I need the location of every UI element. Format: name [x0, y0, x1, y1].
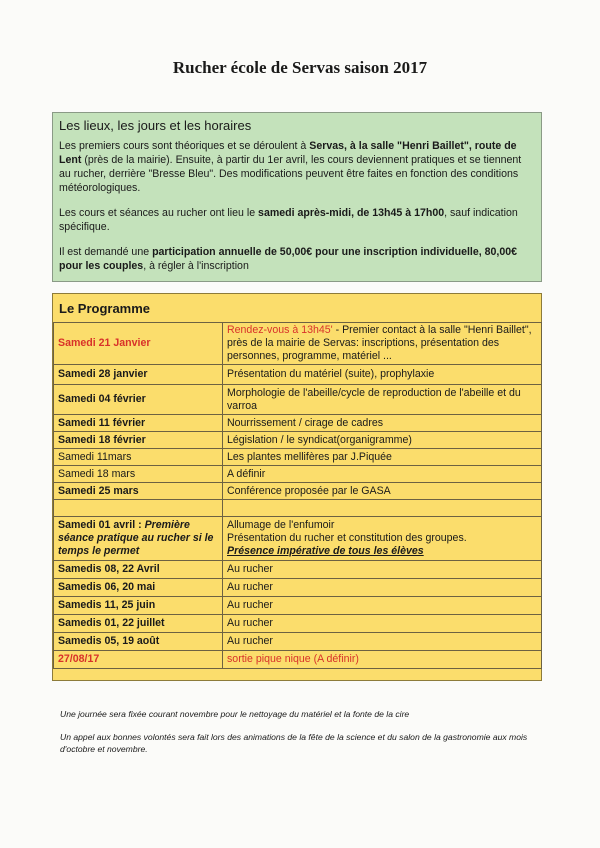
info-box — [52, 112, 542, 282]
table-row — [54, 385, 542, 415]
date-text: Samedi 01 avril : — [58, 519, 145, 531]
table-row — [54, 449, 542, 466]
text: Il est demandé une — [59, 246, 153, 258]
row-date: Samedis 01, 22 juillet — [54, 615, 223, 633]
row-description: sortie pique nique (A définir) — [223, 651, 542, 669]
row-description: Les plantes mellifères par J.Piquée — [223, 449, 542, 466]
row-date: Samedi 21 Janvier — [54, 323, 223, 365]
info-paragraph-schedule — [59, 206, 533, 234]
info-paragraph-location — [59, 139, 533, 195]
attendance-required: Présence impérative de tous les élèves — [227, 545, 424, 557]
row-description: Législation / le syndicat(organigramme) — [223, 432, 542, 449]
row-description: Nourrissement / cirage de cadres — [223, 415, 542, 432]
row-description: Au rucher — [223, 561, 542, 579]
table-row — [54, 561, 542, 579]
location-text: Servas, à la salle "Henri Baillet", route de Lent — [59, 140, 517, 166]
row-date: Samedi 28 janvier — [54, 365, 223, 385]
row-date: Samedi 18 mars — [54, 466, 223, 483]
table-row — [54, 323, 542, 365]
row-date — [54, 517, 223, 561]
row-date: Samedis 05, 19 août — [54, 633, 223, 651]
row-date: Samedis 11, 25 juin — [54, 597, 223, 615]
program-table — [53, 322, 542, 669]
row-description — [223, 323, 542, 365]
empty-cell — [223, 500, 542, 517]
program-box — [52, 293, 542, 681]
table-row — [54, 483, 542, 500]
text: , sauf indication spécifique. — [59, 207, 518, 233]
row-description: Morphologie de l'abeille/cycle de reproduction de l'abeille et du varroa — [223, 385, 542, 415]
row-date: 27/08/17 — [54, 651, 223, 669]
note-volunteers: Un appel aux bonnes volontés sera fait lors des animations de la fête de la science et du salon de la gastronomie aux mois d'octobre et novembre. — [60, 732, 528, 754]
table-row — [54, 579, 542, 597]
schedule-text: samedi après-midi, de 13h45 à 17h00 — [258, 207, 445, 219]
row-date: Samedi 11 février — [54, 415, 223, 432]
row-description: Au rucher — [223, 579, 542, 597]
empty-cell — [54, 500, 223, 517]
page-title: Rucher école de Servas saison 2017 — [172, 58, 428, 77]
row-date: Samedis 06, 20 mai — [54, 579, 223, 597]
meeting-time: Rendez-vous à 13h45' — [227, 324, 333, 336]
text: (près de la mairie). Ensuite, à partir du 1er avril, les cours deviennent pratiques et se tiennent au rucher, derrière "Bresse Bleu". Des modifications peuvent être faites en fonction des conditions météorologiques. — [59, 154, 522, 194]
table-row — [54, 517, 542, 561]
text: , à régler à l'inscription — [143, 260, 249, 272]
text: Allumage de l'enfumoir — [227, 519, 335, 531]
row-description: Conférence proposée par le GASA — [223, 483, 542, 500]
table-row — [54, 432, 542, 449]
note-cleaning: Une journée sera fixée courant novembre pour le nettoyage du matériel et la fonte de la cire — [60, 709, 410, 719]
text: Les cours et séances au rucher ont lieu le — [59, 207, 259, 219]
row-description — [223, 517, 542, 561]
row-date: Samedi 25 mars — [54, 483, 223, 500]
program-heading: Le Programme — [59, 301, 151, 316]
table-row — [54, 415, 542, 432]
fee-text: participation annuelle de 50,00€ pour une inscription individuelle, 80,00€ pour les couples — [59, 246, 518, 272]
table-row — [54, 365, 542, 385]
table-row — [54, 651, 542, 669]
row-date: Samedi 04 février — [54, 385, 223, 415]
table-row — [54, 633, 542, 651]
text: - Premier contact à la salle "Henri Baillet", près de la mairie de Servas: inscriptions, présentation des personnes, programme, matériel ... — [227, 324, 532, 362]
table-row — [54, 466, 542, 483]
first-practice-note: Première séance pratique au rucher si le temps le permet — [58, 519, 214, 557]
row-description: Au rucher — [223, 615, 542, 633]
text: Les premiers cours sont théoriques et se déroulent à — [59, 140, 310, 152]
row-date: Samedis 08, 22 Avril — [54, 561, 223, 579]
row-description: Présentation du matériel (suite), prophylaxie — [223, 365, 542, 385]
row-description: A définir — [223, 466, 542, 483]
table-row-spacer — [54, 500, 542, 517]
row-description: Au rucher — [223, 633, 542, 651]
text: Présentation du rucher et constitution des groupes. — [227, 532, 467, 544]
table-row — [54, 615, 542, 633]
info-heading: Les lieux, les jours et les horaires — [59, 118, 252, 133]
table-row — [54, 597, 542, 615]
info-paragraph-fee — [59, 245, 533, 273]
row-description: Au rucher — [223, 597, 542, 615]
row-date: Samedi 11mars — [54, 449, 223, 466]
row-date: Samedi 18 février — [54, 432, 223, 449]
